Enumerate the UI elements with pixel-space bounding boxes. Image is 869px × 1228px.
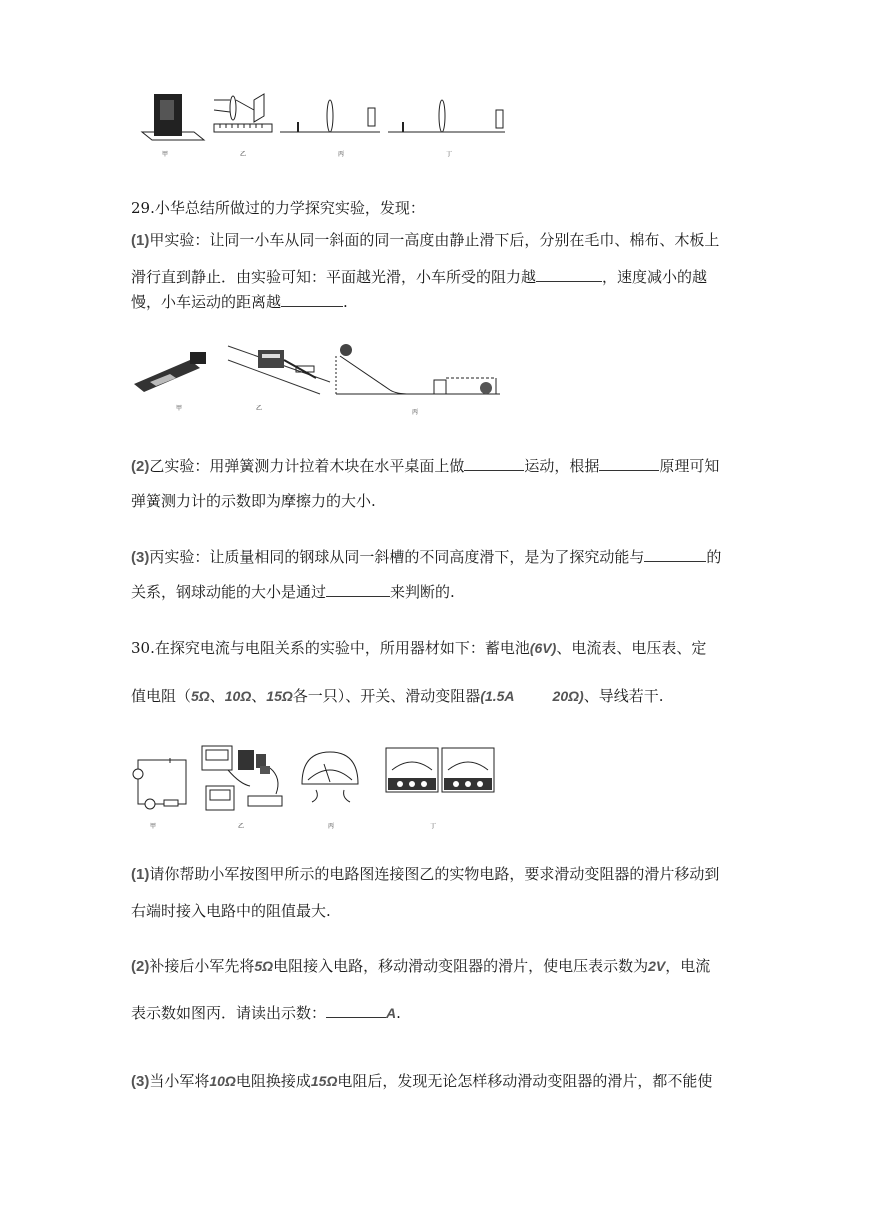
lens-experiment-figure <box>130 90 530 165</box>
mechanics-experiment-figure <box>130 338 510 418</box>
q30-line1: 30.在探究电流与电阻关系的实验中，所用器材如下：蓄电池(6V)、电流表、电压表、定 <box>131 639 707 657</box>
circuit-experiment-figure <box>130 740 500 832</box>
answer-blank[interactable] <box>644 547 706 562</box>
q30-p2-line1: (2)补接后小军先将5Ω电阻接入电路，移动滑动变阻器的滑片，使电压表示数为2V，电流 <box>131 957 711 975</box>
q30-p1-line2: 右端时接入电路中的阻值最大. <box>131 902 331 920</box>
caption-yi: 乙 <box>256 405 263 412</box>
caption-bing: 丙 <box>338 151 345 158</box>
caption-bing: 丙 <box>328 823 335 830</box>
answer-blank[interactable] <box>536 267 602 282</box>
q29-p3-line1: (3)丙实验：让质量相同的钢球从同一斜槽的不同高度滑下，是为了探究动能与 的 <box>131 548 722 566</box>
q30-p1-line1: (1)请你帮助小军按图甲所示的电路图连接图乙的实物电路，要求滑动变阻器的滑片移动到 <box>131 865 720 883</box>
caption-yi: 乙 <box>240 151 247 158</box>
answer-blank[interactable] <box>326 582 390 597</box>
q29-p2-line2: 弹簧测力计的示数即为摩擦力的大小. <box>131 492 376 510</box>
q30-line2: 值电阻（5Ω、10Ω、15Ω各一只）、开关、滑动变阻器(1.5A 20Ω)、导线若干. <box>131 687 664 705</box>
answer-blank[interactable] <box>281 292 343 307</box>
q29-p2-line1: (2)乙实验：用弹簧测力计拉着木块在水平桌面上做 运动，根据 原理可知 <box>131 457 720 475</box>
answer-blank[interactable] <box>326 1003 386 1018</box>
answer-blank[interactable] <box>464 456 524 471</box>
q30-p1-number: (1) <box>131 866 150 883</box>
q30-p3-line1: (3)当小军将10Ω电阻换接成15Ω电阻后，发现无论怎样移动滑动变阻器的滑片，都不能使 <box>131 1072 713 1090</box>
q29-p1-line2: 滑行直到静止．由实验可知：平面越光滑，小车所受的阻力越 ，速度减小的越 <box>131 268 708 286</box>
q30-p3-number: (3) <box>131 1073 150 1090</box>
q29-p2-number: (2) <box>131 458 150 475</box>
caption-yi: 乙 <box>238 823 245 830</box>
q29-p1-line3: 慢，小车运动的距离越 . <box>131 293 348 311</box>
caption-ding: 丁 <box>430 823 437 830</box>
q30-p2-number: (2) <box>131 958 150 975</box>
caption-ding: 丁 <box>446 151 453 158</box>
caption-jia: 甲 <box>162 151 169 158</box>
math-6v: (6V) <box>529 640 557 656</box>
caption-jia: 甲 <box>150 823 157 830</box>
caption-jia: 甲 <box>176 405 183 412</box>
q30-p2-line2: 表示数如图丙．请读出示数： A. <box>131 1004 401 1022</box>
q29-p3-line2: 关系，钢球动能的大小是通过 来判断的. <box>131 583 455 601</box>
answer-blank[interactable] <box>599 456 659 471</box>
caption-bing: 丙 <box>412 409 419 416</box>
q29-p3-number: (3) <box>131 549 150 566</box>
q29-stem: 29.小华总结所做过的力学探究实验，发现： <box>131 199 425 217</box>
q29-p1-number: (1) <box>131 232 150 249</box>
q29-p1-line1: (1)甲实验：让同一小车从同一斜面的同一高度由静止滑下后，分别在毛巾、棉布、木板上 <box>131 231 720 249</box>
